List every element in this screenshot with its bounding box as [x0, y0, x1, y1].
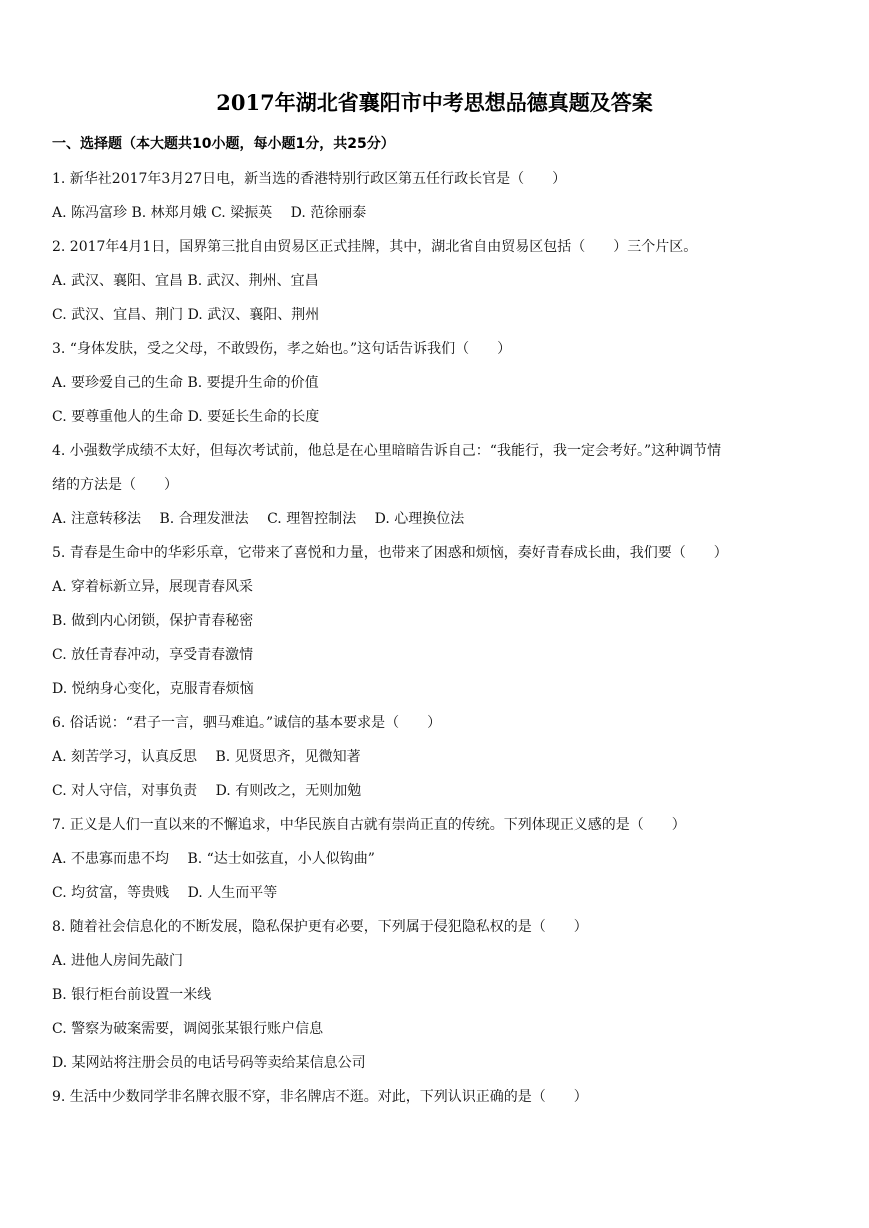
text-line: C. 武汉、宜昌、荆门 D. 武汉、襄阳、荆州 [52, 307, 320, 323]
text-line: C. 放任青春冲动，享受青春激情 [52, 647, 254, 663]
text-line: 5. 青春是生命中的华彩乐章，它带来了喜悦和力量，也带来了困惑和烦恼，奏好青春成长曲，我们要（ ） [52, 545, 728, 561]
text-line: 7. 正义是人们一直以来的不懈追求，中华民族自古就有崇尚正直的传统。下列体现正义感的是（ ） [52, 817, 686, 833]
text-line: 8. 随着社会信息化的不断发展，隐私保护更有必要，下列属于侵犯隐私权的是（ ） [52, 919, 588, 935]
text-line: A. 要珍爱自己的生命 B. 要提升生命的价值 [52, 375, 319, 391]
text-line: D. 某网站将注册会员的电话号码等卖给某信息公司 [52, 1055, 366, 1071]
text-line: A. 进他人房间先敲门 [52, 953, 184, 969]
text-line: 6. 俗话说：“君子一言，驷马难追。”诚信的基本要求是（ ） [52, 715, 442, 731]
page-title: 2017年湖北省襄阳市中考思想品德真题及答案 [216, 90, 653, 115]
text-line: B. 银行柜台前设置一米线 [52, 987, 212, 1003]
text-line: A. 注意转移法 B. 合理发泄法 C. 理智控制法 D. 心理换位法 [52, 511, 465, 527]
text-line: A. 不患寡而患不均 B. “达士如弦直，小人似钩曲” [52, 851, 375, 867]
text-line: A. 刻苦学习，认真反思 B. 见贤思齐，见微知著 [52, 749, 361, 765]
question-body [52, 162, 832, 1114]
text-line: A. 穿着标新立异，展现青春风采 [52, 579, 254, 595]
text-line: 3. “身体发肤，受之父母，不敢毁伤，孝之始也。”这句话告诉我们（ ） [52, 341, 512, 357]
text-line: D. 悦纳身心变化，克服青春烦恼 [52, 681, 254, 697]
text-line: B. 做到内心闭锁，保护青春秘密 [52, 613, 254, 629]
text-line: A. 陈冯富珍 B. 林郑月娥 C. 梁振英 D. 范徐丽泰 [52, 205, 367, 221]
text-line: 1. 新华社2017年3月27日电，新当选的香港特别行政区第五任行政长官是（ ） [52, 171, 567, 187]
text-line: 9. 生活中少数同学非名牌衣服不穿，非名牌店不逛。对此，下列认识正确的是（ ） [52, 1089, 588, 1105]
text-line: C. 警察为破案需要，调阅张某银行账户信息 [52, 1021, 324, 1037]
text-line: 2. 2017年4月1日，国界第三批自由贸易区正式挂牌，其中，湖北省自由贸易区包括（ ）三个片区。 [52, 239, 698, 255]
text-line: C. 均贫富，等贵贱 D. 人生而平等 [52, 885, 278, 901]
text-line: 绪的方法是（ ） [52, 477, 178, 493]
text-line: C. 要尊重他人的生命 D. 要延长生命的长度 [52, 409, 320, 425]
section-heading: 一、选择题（本大题共10小题，每小题1分，共25分） [52, 136, 395, 152]
text-line: A. 武汉、襄阳、宜昌 B. 武汉、荆州、宜昌 [52, 273, 319, 289]
text-line: 4. 小强数学成绩不太好，但每次考试前，他总是在心里暗暗告诉自己：“我能行，我一定会考好。”这种调节情 [52, 443, 722, 459]
text-line: C. 对人守信，对事负责 D. 有则改之，无则加勉 [52, 783, 362, 799]
